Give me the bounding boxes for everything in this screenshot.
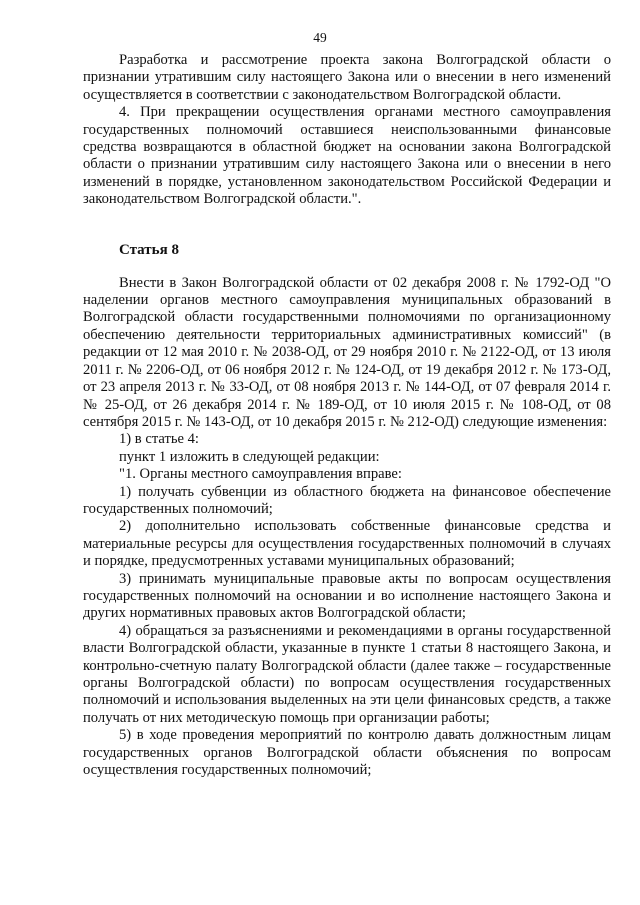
spacer xyxy=(83,259,611,275)
paragraph: 1) получать субвенции из областного бюджета на финансовое обеспечение государственных полномочий; xyxy=(83,483,611,517)
paragraph: 2) дополнительно использовать собственные финансовые средства и материальные ресурсы для осуществления государственных полномочий в случаях и порядке, предусмотренных уставами муниципальных образований; xyxy=(83,518,611,570)
paragraph: Разработка и рассмотрение проекта закона Волгоградской области о признании утратившим силу настоящего Закона или о внесении в него изменений осуществляется в соответствии с законодательством Волгоградской области. xyxy=(83,52,611,103)
paragraph: 4) обращаться за разъяснениями и рекомендациями в органы государственной власти Волгоградской области, указанные в пункте 1 статьи 8 настоящего Закона, и контрольно-счетную палату Волгоградской области (далее также – государственные органы Волгоградской области) по вопросам осуществления государственных полномочий и использования выделенных на эти цели финансовых средств, а также получать от них методическую помощь при организации работы; xyxy=(83,622,611,726)
paragraph: "1. Органы местного самоуправления вправе: xyxy=(119,466,402,483)
paragraph: 5) в ходе проведения мероприятий по контролю давать должностным лицам государственных органов Волгоградской области объяснения по вопросам осуществления государственных полномочий; xyxy=(83,727,611,779)
paragraph: 1) в статье 4: xyxy=(119,431,199,448)
document-body xyxy=(83,52,611,779)
paragraph: Внести в Закон Волгоградской области от 02 декабря 2008 г. № 1792-ОД "О наделении органов местного самоуправления муниципальных образований в Волгоградской области государственными полномочиями по организационному обеспечению деятельности территориальных административных комиссий" (в редакции от 12 мая 2010 г. № 2038-ОД, от 29 ноября 2010 г. № 2122-ОД, от 13 июля 2011 г. № 2206-ОД, от 06 ноября 2012 г. № 124-ОД, от 19 декабря 2012 г. № 173-ОД, от 23 апреля 2013 г. № 33-ОД, от 08 ноября 2013 г. № 144-ОД, от 07 февраля 2014 г. № 25-ОД, от 26 декабря 2014 г. № 189-ОД, от 10 июля 2015 г. № 108-ОД, от 08 сентября 2015 г. № 143-ОД, от 10 декабря 2015 г. № 212-ОД) следующие изменения: xyxy=(83,274,611,430)
article-heading: Статья 8 xyxy=(119,241,179,258)
paragraph: 4. При прекращении осуществления органами местного самоуправления государственных полномочий оставшиеся неиспользованными финансовые средства возвращаются в областной бюджет на основании закона Волгоградской области о признании утратившим силу настоящего Закона или о внесении в него изменений в порядке, установленном законодательством Российской Федерации и законодательством Волгоградской области.". xyxy=(83,104,611,208)
page-number: 49 xyxy=(313,30,327,45)
paragraph: пункт 1 изложить в следующей редакции: xyxy=(119,448,380,465)
paragraph: 3) принимать муниципальные правовые акты по вопросам осуществления государственных полномочий на основании и во исполнение настоящего Закона и других нормативных правовых актов Волгоградской области; xyxy=(83,570,611,622)
spacer xyxy=(83,209,611,241)
